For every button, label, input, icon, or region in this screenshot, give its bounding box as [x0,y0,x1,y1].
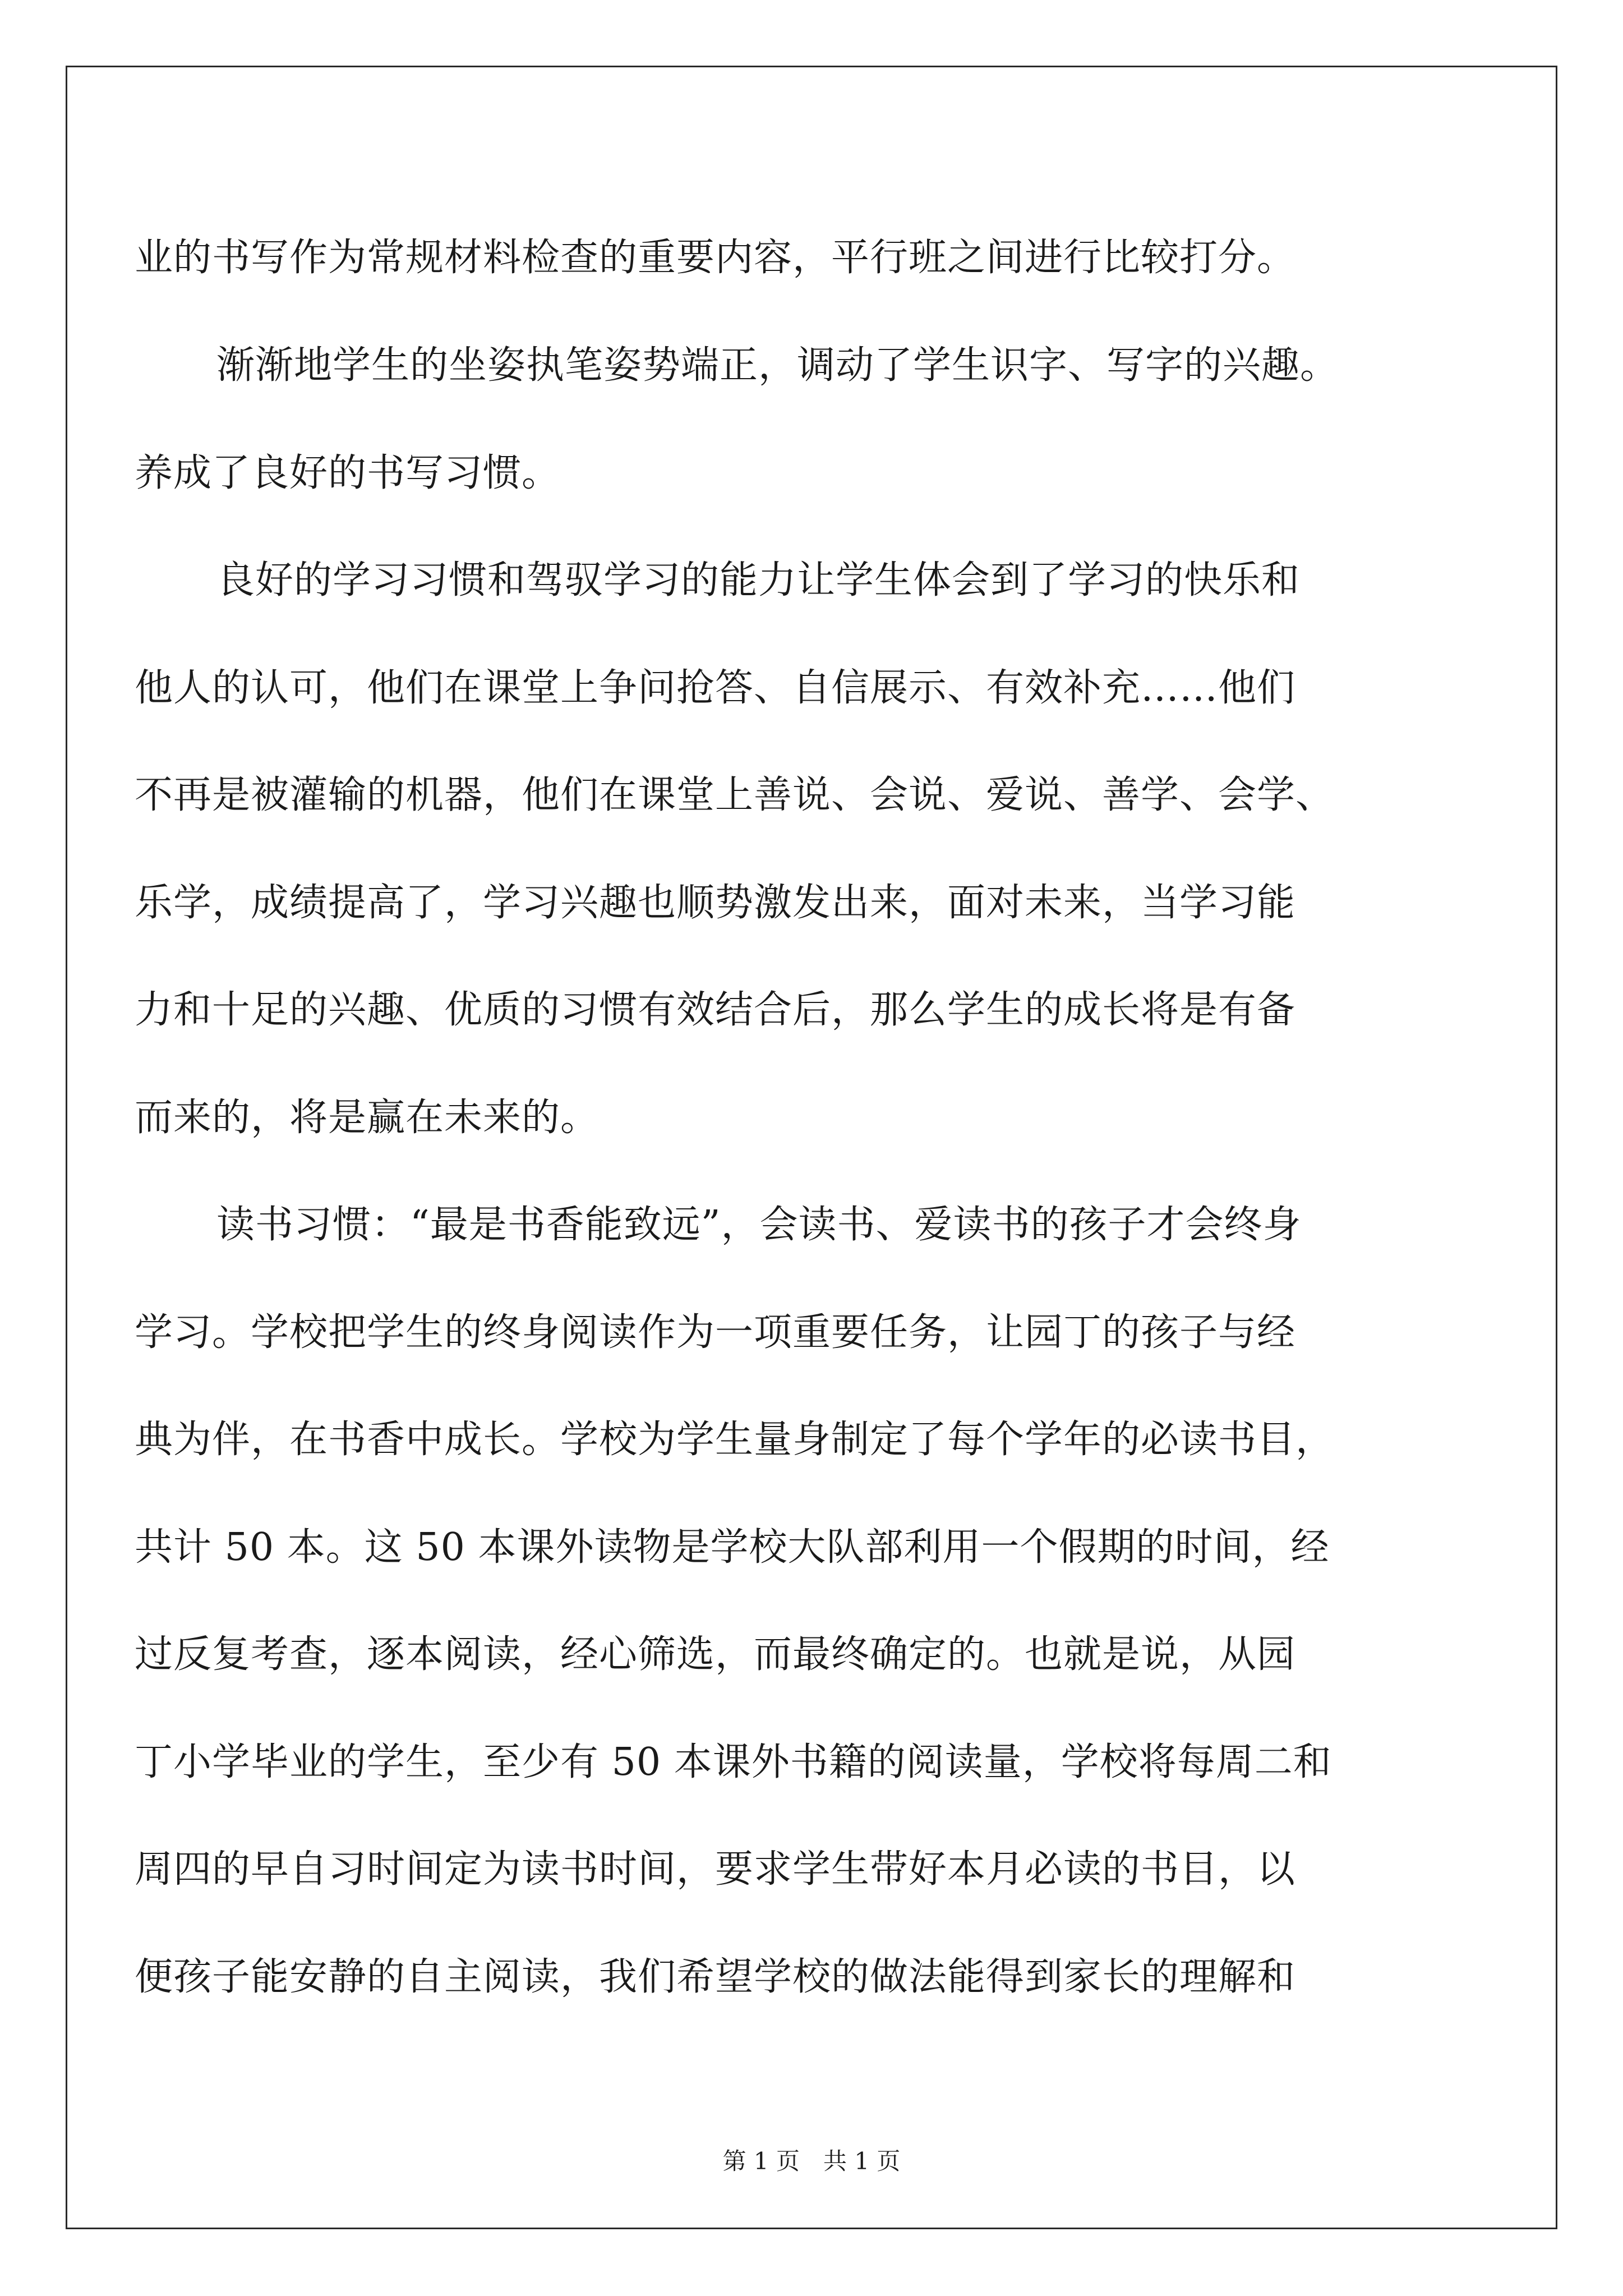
text-line: 力和十足的兴趣、优质的习惯有效结合后，那么学生的成长将是有备 [135,988,1296,1032]
text-line: 学习。学校把学生的终身阅读作为一项重要任务，让园丁的孩子与经 [135,1310,1296,1355]
text-line: 便孩子能安静的自主阅读，我们希望学校的做法能得到家长的理解和 [135,1955,1296,1999]
text-line: 周四的早自习时间定为读书时间，要求学生带好本月必读的书目，以 [135,1847,1296,1892]
text-line: 不再是被灌输的机器，他们在课堂上善说、会说、爱说、善学、会学、 [135,773,1335,817]
paragraph-start-line: 读书习惯：“最是书香能致远”，会读书、爱读书的孩子才会终身 [216,1203,1302,1247]
text-line: 他人的认可，他们在课堂上争问抢答、自信展示、有效补充……他们 [135,666,1296,710]
text-line: 典为伴，在书香中成长。学校为学生量身制定了每个学年的必读书目， [135,1418,1335,1462]
text-line: 乐学，成绩提高了，学习兴趣也顺势激发出来，面对未来，当学习能 [135,881,1296,925]
text-line: 养成了良好的书写习惯。 [135,451,561,495]
text-line: 过反复考查，逐本阅读，经心筛选，而最终确定的。也就是说，从园 [135,1632,1296,1677]
text-line: 共计 50 本。这 50 本课外读物是学校大队部利用一个假期的时间，经 [135,1525,1330,1570]
text-line: 业的书写作为常规材料检查的重要内容，平行班之间进行比较打分。 [135,236,1296,280]
paragraph-start-line: 良好的学习习惯和驾驭学习的能力让学生体会到了学习的快乐和 [216,558,1301,602]
text-line: 丁小学毕业的学生，至少有 50 本课外书籍的阅读量，学校将每周二和 [135,1740,1332,1784]
page-number-footer: 第 1 页 共 1 页 [722,2147,901,2175]
text-line: 而来的，将是赢在未来的。 [135,1096,600,1140]
paragraph-start-line: 渐渐地学生的坐姿执笔姿势端正，调动了学生识字、写字的兴趣。 [216,343,1339,388]
page-border [66,66,1557,2229]
